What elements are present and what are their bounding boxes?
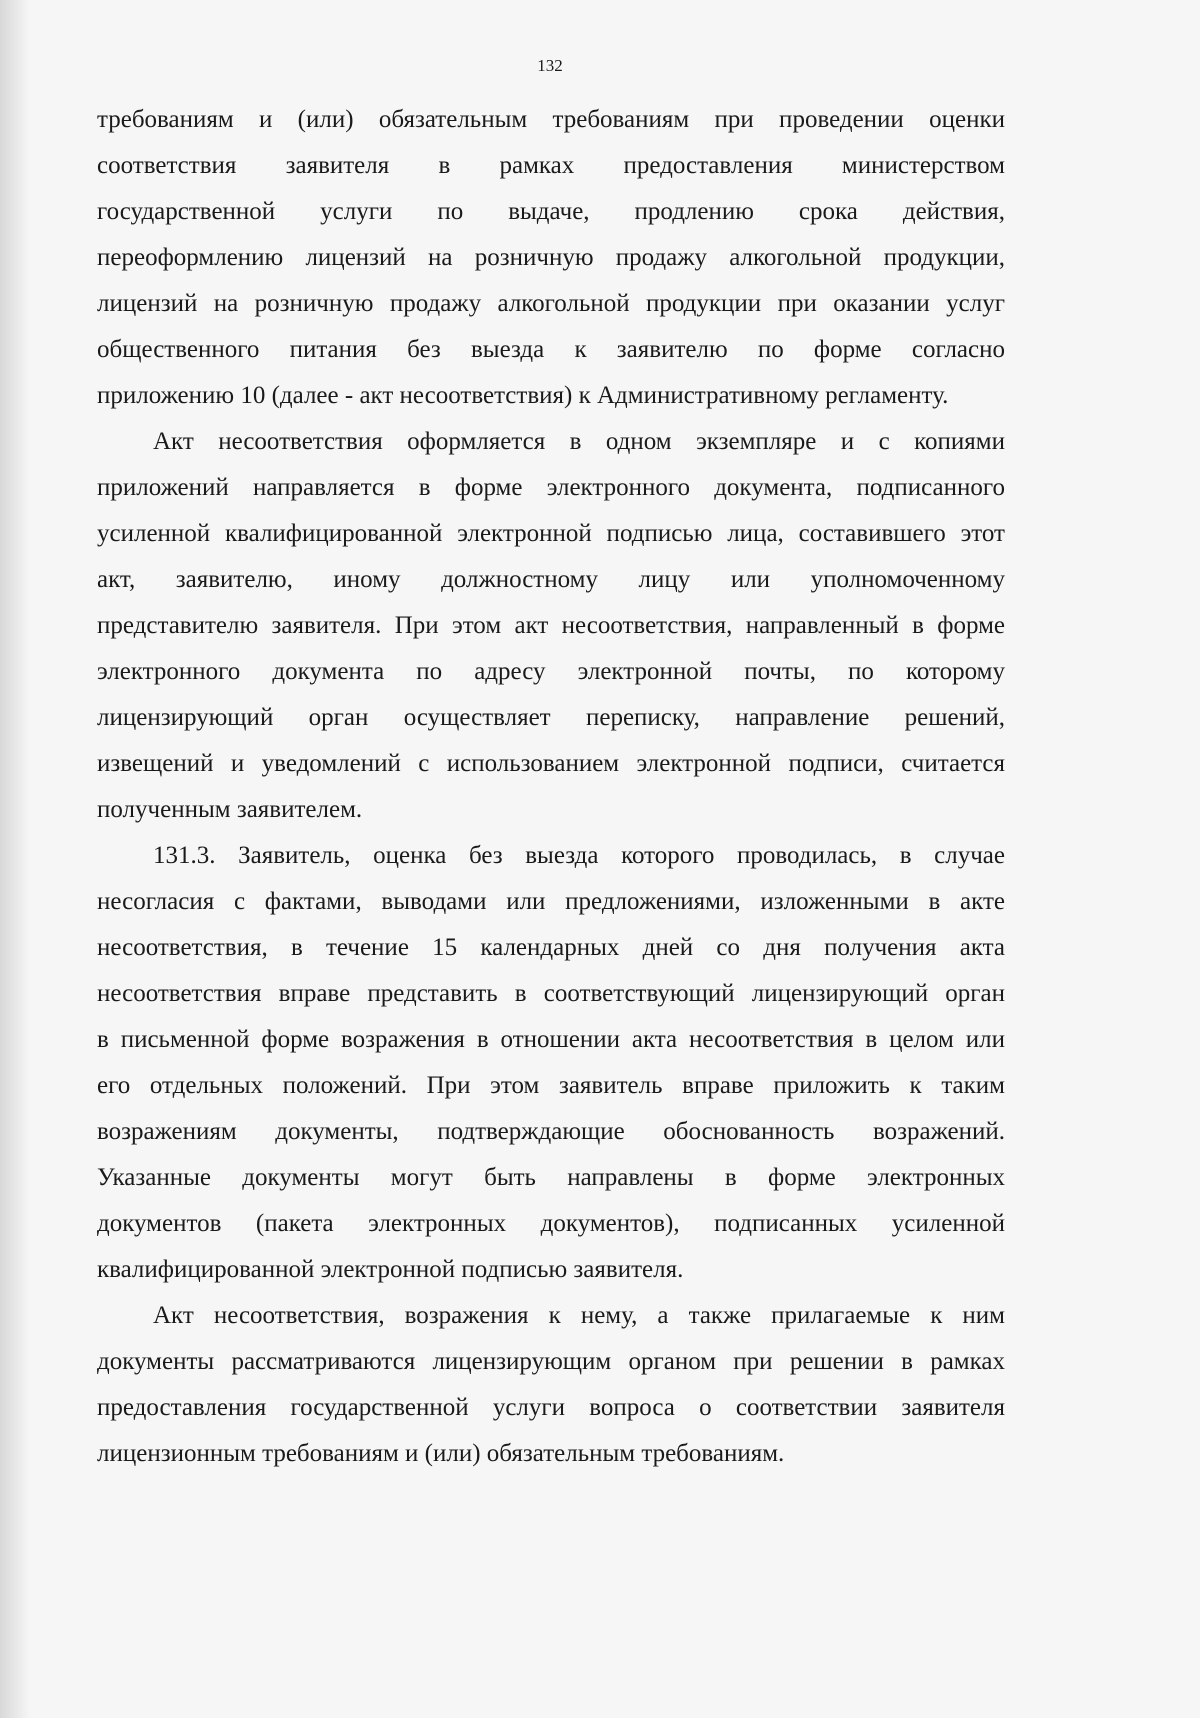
text-line: Указанные документы могут быть направлены в форме электронных <box>97 1164 1005 1191</box>
text-line: представителю заявителя. При этом акт несоответствия, направленный в форме <box>97 612 1005 639</box>
text-line: государственной услуги по выдаче, продлению срока действия, <box>97 198 1005 225</box>
text-line: его отдельных положений. При этом заявитель вправе приложить к таким <box>97 1072 1005 1099</box>
text-line: усиленной квалифицированной электронной подписью лица, составившего этот <box>97 520 1005 547</box>
document-body <box>97 97 1005 1477</box>
paragraph <box>97 419 1005 833</box>
paragraph <box>97 1293 1005 1477</box>
text-line: несоответствия вправе представить в соответствующий лицензирующий орган <box>97 980 1005 1007</box>
text-line: в письменной форме возражения в отношении акта несоответствия в целом или <box>97 1026 1005 1053</box>
text-line: лицензионным требованиям и (или) обязательным требованиям. <box>97 1440 785 1467</box>
text-line: полученным заявителем. <box>97 796 363 823</box>
text-line: Акт несоответствия оформляется в одном экземпляре и с копиями <box>153 428 1005 455</box>
text-line: предоставления государственной услуги вопроса о соответствии заявителя <box>97 1394 1005 1421</box>
scan-edge-shadow <box>0 0 30 1718</box>
text-line: квалифицированной электронной подписью заявителя. <box>97 1256 684 1283</box>
text-line: документы рассматриваются лицензирующим органом при решении в рамках <box>97 1348 1005 1375</box>
text-line: документов (пакета электронных документов), подписанных усиленной <box>97 1210 1005 1237</box>
text-line: 131.3. Заявитель, оценка без выезда которого проводилась, в случае <box>153 842 1005 869</box>
text-line: Акт несоответствия, возражения к нему, а также прилагаемые к ним <box>153 1302 1005 1329</box>
text-line: лицензий на розничную продажу алкогольной продукции при оказании услуг <box>97 290 1005 317</box>
text-line: возражениям документы, подтверждающие обоснованность возражений. <box>97 1118 1005 1145</box>
text-line: электронного документа по адресу электронной почты, по которому <box>97 658 1005 685</box>
text-line: лицензирующий орган осуществляет переписку, направление решений, <box>97 704 1005 731</box>
text-line: извещений и уведомлений с использованием электронной подписи, считается <box>97 750 1005 777</box>
text-line: соответствия заявителя в рамках предоставления министерством <box>97 152 1005 179</box>
text-line: несогласия с фактами, выводами или предложениями, изложенными в акте <box>97 888 1005 915</box>
text-line: несоответствия, в течение 15 календарных дней со дня получения акта <box>97 934 1005 961</box>
text-line: общественного питания без выезда к заявителю по форме согласно <box>97 336 1005 363</box>
text-line: приложению 10 (далее - акт несоответствия) к Административному регламенту. <box>97 382 949 409</box>
text-line: приложений направляется в форме электронного документа, подписанного <box>97 474 1005 501</box>
text-line: акт, заявителю, иному должностному лицу или уполномоченному <box>97 566 1005 593</box>
paragraph <box>97 833 1005 1293</box>
text-line: требованиям и (или) обязательным требованиям при проведении оценки <box>97 106 1005 133</box>
paragraph <box>97 97 1005 419</box>
text-line: переоформлению лицензий на розничную продажу алкогольной продукции, <box>97 244 1005 271</box>
page-number: 132 <box>537 56 563 75</box>
